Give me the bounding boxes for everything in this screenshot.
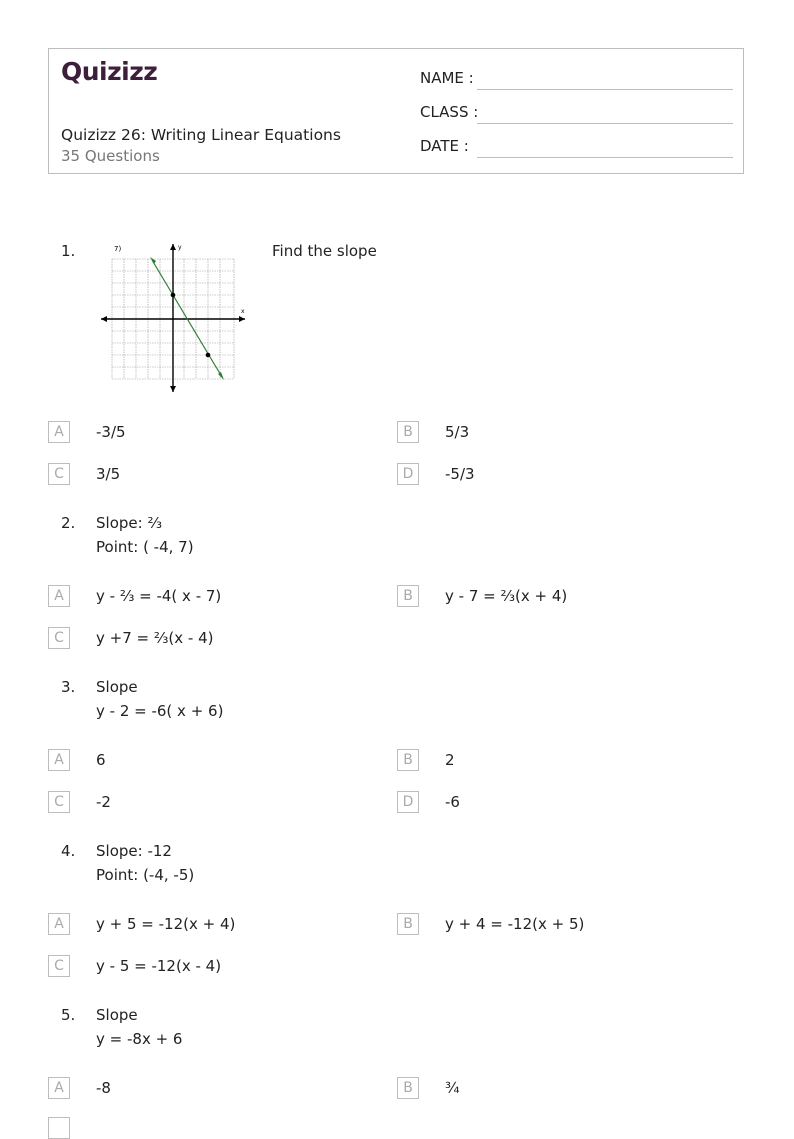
option-a-box[interactable]: A (48, 913, 70, 935)
option-b-text: y - 7 = ⅔(x + 4) (445, 587, 568, 605)
option-b-box[interactable]: B (397, 913, 419, 935)
question-number: 1. (61, 242, 76, 260)
option-a-text: -8 (96, 1079, 111, 1097)
option-d-text: -6 (445, 793, 460, 811)
option-c-text: 3/5 (96, 465, 121, 483)
option-a-text: y - ⅔ = -4( x - 7) (96, 587, 222, 605)
option-b-box[interactable]: B (397, 585, 419, 607)
question-number: 4. (61, 842, 76, 860)
x-axis-label: x (241, 308, 245, 315)
quizizz-logo: Quizizz (61, 57, 158, 86)
question-line-2: Point: ( -4, 7) (96, 538, 194, 556)
option-c-box[interactable]: C (48, 627, 70, 649)
graph-label: 7) (114, 245, 122, 253)
option-c-text: -2 (96, 793, 111, 811)
name-field[interactable] (477, 89, 733, 90)
question-line-1: Slope: -12 (96, 842, 172, 860)
option-c-box[interactable]: C (48, 955, 70, 977)
option-b-text: 5/3 (445, 423, 470, 441)
question-number: 2. (61, 514, 76, 532)
option-a-box[interactable]: A (48, 1077, 70, 1099)
slope-graph (98, 240, 248, 395)
option-d-box[interactable]: D (397, 791, 419, 813)
option-b-text: ¾ (445, 1079, 460, 1097)
option-a-text: 6 (96, 751, 106, 769)
option-b-box[interactable]: B (397, 421, 419, 443)
option-c-box-partial[interactable] (48, 1117, 70, 1139)
question-number: 3. (61, 678, 76, 696)
option-a-box[interactable]: A (48, 421, 70, 443)
option-a-text: -3/5 (96, 423, 126, 441)
question-number: 5. (61, 1006, 76, 1024)
question-line-2: y - 2 = -6( x + 6) (96, 702, 224, 720)
date-field[interactable] (477, 157, 733, 158)
option-a-box[interactable]: A (48, 749, 70, 771)
question-text: Find the slope (272, 242, 377, 260)
option-c-text: y - 5 = -12(x - 4) (96, 957, 222, 975)
question-count: 35 Questions (61, 147, 160, 165)
y-axis-label: y (178, 244, 182, 251)
option-c-text: y +7 = ⅔(x - 4) (96, 629, 214, 647)
class-field[interactable] (477, 123, 733, 124)
question-line-2: y = -8x + 6 (96, 1030, 183, 1048)
question-line-2: Point: (-4, -5) (96, 866, 195, 884)
option-a-box[interactable]: A (48, 585, 70, 607)
option-b-box[interactable]: B (397, 749, 419, 771)
option-c-box[interactable]: C (48, 791, 70, 813)
option-b-text: 2 (445, 751, 455, 769)
date-label: DATE : (420, 137, 469, 155)
option-a-text: y + 5 = -12(x + 4) (96, 915, 236, 933)
worksheet-header (48, 48, 744, 174)
question-line-1: Slope: ⅔ (96, 514, 162, 532)
option-c-box[interactable]: C (48, 463, 70, 485)
quiz-title: Quizizz 26: Writing Linear Equations (61, 126, 341, 144)
question-line-1: Slope (96, 678, 138, 696)
name-label: NAME : (420, 69, 474, 87)
option-b-box[interactable]: B (397, 1077, 419, 1099)
option-d-text: -5/3 (445, 465, 475, 483)
option-b-text: y + 4 = -12(x + 5) (445, 915, 585, 933)
question-line-1: Slope (96, 1006, 138, 1024)
class-label: CLASS : (420, 103, 479, 121)
option-d-box[interactable]: D (397, 463, 419, 485)
